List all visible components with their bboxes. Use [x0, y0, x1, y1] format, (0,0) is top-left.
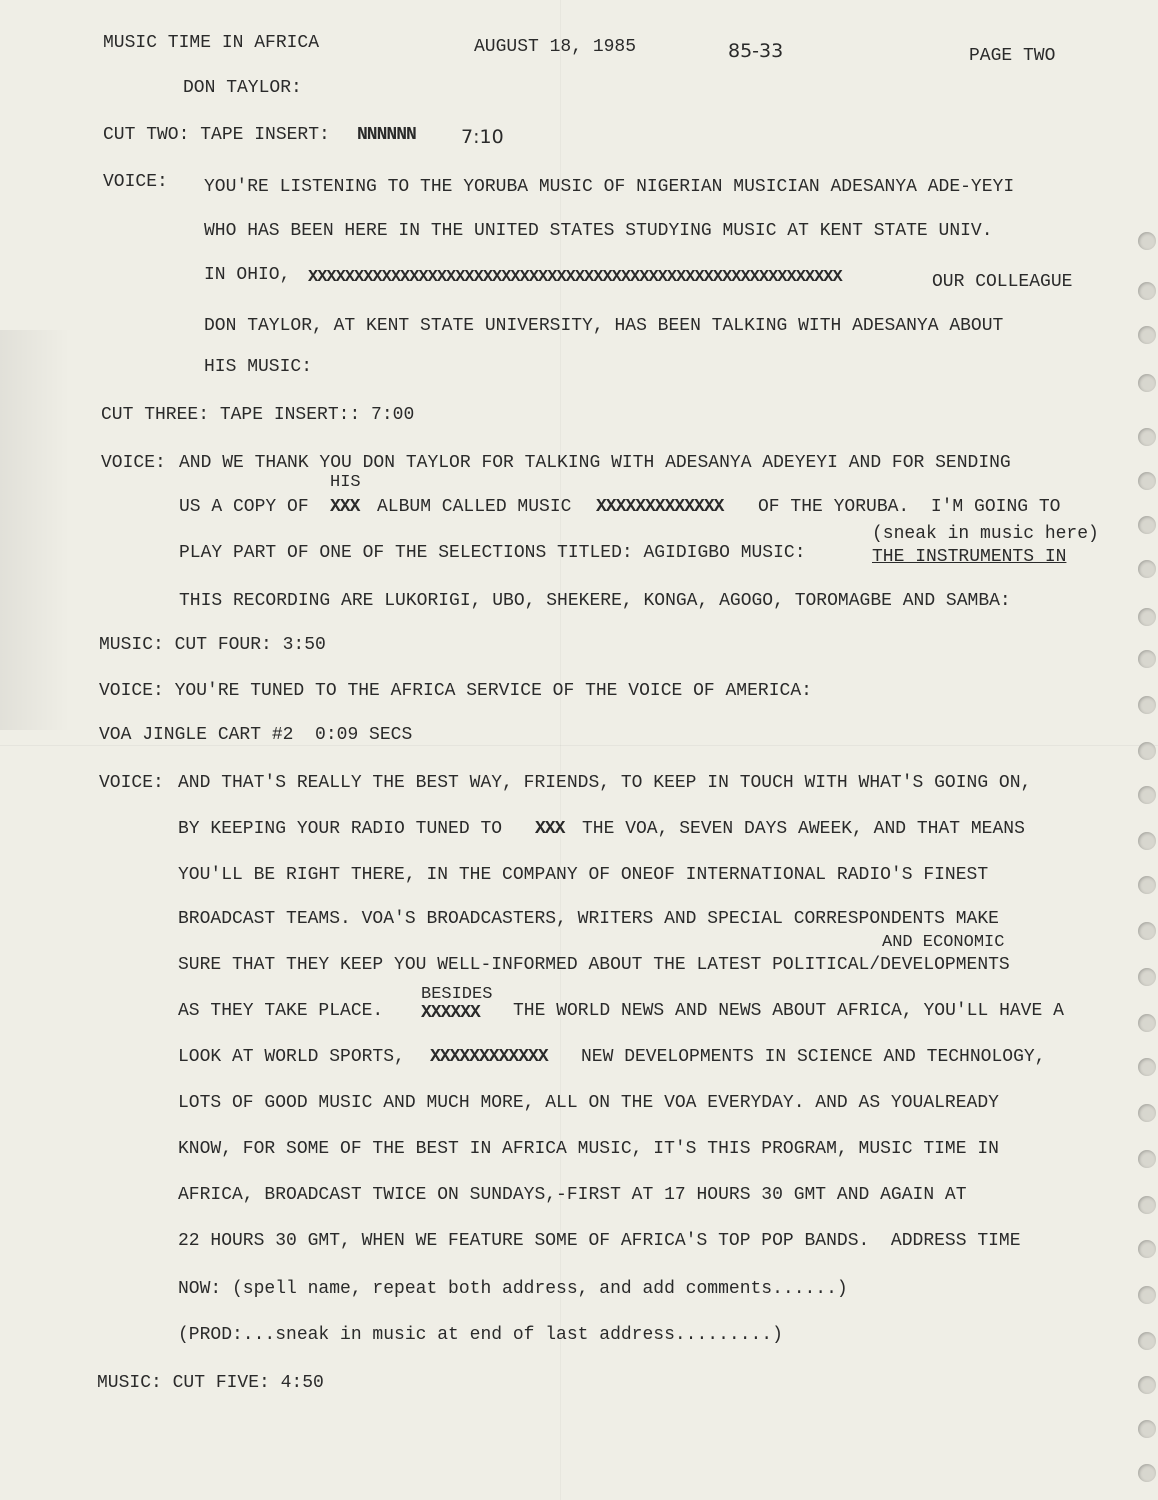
underlined-text: THE INSTRUMENTS IN	[872, 547, 1067, 567]
binder-hole	[1138, 1420, 1156, 1438]
script-line: AFRICA, BROADCAST TWICE ON SUNDAYS,-FIRST AT 17 HOURS 30 GMT AND AGAIN AT	[178, 1185, 967, 1205]
script-line: YOU'LL BE RIGHT THERE, IN THE COMPANY OF ONEOF INTERNATIONAL RADIO'S FINEST	[178, 865, 989, 885]
struck-text: XXXXXXXXXXXXX	[596, 497, 724, 517]
struck-text: NNNNNN	[357, 125, 416, 145]
binder-hole	[1138, 832, 1156, 850]
music-cue: MUSIC: CUT FIVE: 4:50	[97, 1373, 324, 1393]
script-line: 22 HOURS 30 GMT, WHEN WE FEATURE SOME OF AFRICA'S TOP POP BANDS. ADDRESS TIME	[178, 1231, 1021, 1251]
binder-hole	[1138, 922, 1156, 940]
binder-hole	[1138, 282, 1156, 300]
paper-fold-horizontal	[0, 745, 1158, 746]
binder-hole	[1138, 1104, 1156, 1122]
binder-hole	[1138, 1464, 1156, 1482]
script-line: OF THE YORUBA. I'M GOING TO	[758, 497, 1061, 517]
struck-text: XXX	[535, 819, 565, 839]
binder-hole	[1138, 1240, 1156, 1258]
script-line: AS THEY TAKE PLACE.	[178, 1001, 384, 1021]
voice-label: VOICE:	[99, 773, 164, 793]
speaker-name: DON TAYLOR:	[183, 78, 302, 98]
music-cue: MUSIC: CUT FOUR: 3:50	[99, 635, 326, 655]
voice-label: VOICE:	[101, 453, 166, 473]
binder-hole	[1138, 516, 1156, 534]
binder-hole	[1138, 696, 1156, 714]
struck-text: XXXXXXXXXXXXXXXXXXXXXXXXXXXXXXXXXXXXXXXXXXXXXXXXXXXXXXXXXX	[308, 268, 842, 287]
script-line: BROADCAST TEAMS. VOA'S BROADCASTERS, WRITERS AND SPECIAL CORRESPONDENTS MAKE	[178, 909, 999, 929]
paper-shadow	[0, 330, 70, 730]
binder-hole	[1138, 560, 1156, 578]
binder-hole	[1138, 650, 1156, 668]
binder-hole	[1138, 1058, 1156, 1076]
binder-hole	[1138, 786, 1156, 804]
binder-hole	[1138, 1150, 1156, 1168]
binder-hole	[1138, 742, 1156, 760]
cut-three-line: CUT THREE: TAPE INSERT:: 7:00	[101, 405, 415, 425]
binder-hole	[1138, 1376, 1156, 1394]
handwritten-insert: HIS	[330, 473, 361, 492]
script-line: SURE THAT THEY KEEP YOU WELL-INFORMED ABOUT THE LATEST POLITICAL/DEVELOPMENTS	[178, 955, 1010, 975]
jingle-cue: VOA JINGLE CART #2 0:09 SECS	[99, 725, 413, 745]
script-line: NEW DEVELOPMENTS IN SCIENCE AND TECHNOLOGY,	[581, 1047, 1046, 1067]
script-line: PLAY PART OF ONE OF THE SELECTIONS TITLED: AGIDIGBO MUSIC:	[179, 543, 806, 563]
handwritten-insert: AND ECONOMIC	[882, 933, 1005, 952]
script-line: HIS MUSIC:	[204, 357, 313, 377]
binder-hole	[1138, 1332, 1156, 1350]
script-line: OUR COLLEAGUE	[932, 272, 1073, 292]
page-label: PAGE TWO	[969, 46, 1056, 66]
script-line: WHO HAS BEEN HERE IN THE UNITED STATES STUDYING MUSIC AT KENT STATE UNIV.	[204, 221, 993, 241]
script-line: BY KEEPING YOUR RADIO TUNED TO	[178, 819, 503, 839]
binder-hole	[1138, 472, 1156, 490]
script-line: THE WORLD NEWS AND NEWS ABOUT AFRICA, YOU'LL HAVE A	[513, 1001, 1064, 1021]
script-line: VOICE: YOU'RE TUNED TO THE AFRICA SERVICE OF THE VOICE OF AMERICA:	[99, 681, 812, 701]
struck-text: XXXXXXXXXXXX	[430, 1047, 548, 1067]
binder-hole	[1138, 232, 1156, 250]
script-line: IN OHIO,	[204, 265, 291, 285]
production-note: (PROD:...sneak in music at end of last address.........)	[178, 1325, 783, 1345]
script-line: AND THAT'S REALLY THE BEST WAY, FRIENDS, TO KEEP IN TOUCH WITH WHAT'S GOING ON,	[178, 773, 1032, 793]
script-line: US A COPY OF	[179, 497, 309, 517]
binder-hole	[1138, 1014, 1156, 1032]
script-line: NOW: (spell name, repeat both address, and add comments......)	[178, 1279, 848, 1299]
script-line: KNOW, FOR SOME OF THE BEST IN AFRICA MUSIC, IT'S THIS PROGRAM, MUSIC TIME IN	[178, 1139, 999, 1159]
binder-hole	[1138, 374, 1156, 392]
voice-label: VOICE:	[103, 172, 168, 192]
cut-two-time: 7:10	[461, 126, 504, 148]
struck-text: XXX	[330, 497, 360, 517]
script-line: LOOK AT WORLD SPORTS,	[178, 1047, 405, 1067]
music-cue-note: (sneak in music here)	[872, 524, 1099, 544]
binder-hole	[1138, 1196, 1156, 1214]
binder-hole	[1138, 608, 1156, 626]
binder-hole	[1138, 1286, 1156, 1304]
script-line: ALBUM CALLED MUSIC	[377, 497, 572, 517]
script-line: DON TAYLOR, AT KENT STATE UNIVERSITY, HAS BEEN TALKING WITH ADESANYA ABOUT	[204, 316, 1004, 336]
program-title: MUSIC TIME IN AFRICA	[103, 33, 320, 53]
script-number: 85-33	[728, 40, 784, 62]
binder-hole	[1138, 428, 1156, 446]
struck-text: XXXXXX	[421, 1003, 480, 1023]
script-line: AND WE THANK YOU DON TAYLOR FOR TALKING WITH ADESANYA ADEYEYI AND FOR SENDING	[179, 453, 1011, 473]
script-line: THE VOA, SEVEN DAYS AWEEK, AND THAT MEANS	[582, 819, 1025, 839]
binder-hole	[1138, 326, 1156, 344]
script-line: THIS RECORDING ARE LUKORIGI, UBO, SHEKERE, KONGA, AGOGO, TOROMAGBE AND SAMBA:	[179, 591, 1011, 611]
script-line: LOTS OF GOOD MUSIC AND MUCH MORE, ALL ON THE VOA EVERYDAY. AND AS YOUALREADY	[178, 1093, 999, 1113]
cut-two-label: CUT TWO: TAPE INSERT:	[103, 125, 330, 145]
script-line: YOU'RE LISTENING TO THE YORUBA MUSIC OF NIGERIAN MUSICIAN ADESANYA ADE-YEYI	[204, 177, 1015, 197]
handwritten-insert: BESIDES	[421, 985, 493, 1004]
broadcast-date: AUGUST 18, 1985	[474, 37, 637, 57]
binder-hole	[1138, 876, 1156, 894]
binder-hole	[1138, 968, 1156, 986]
